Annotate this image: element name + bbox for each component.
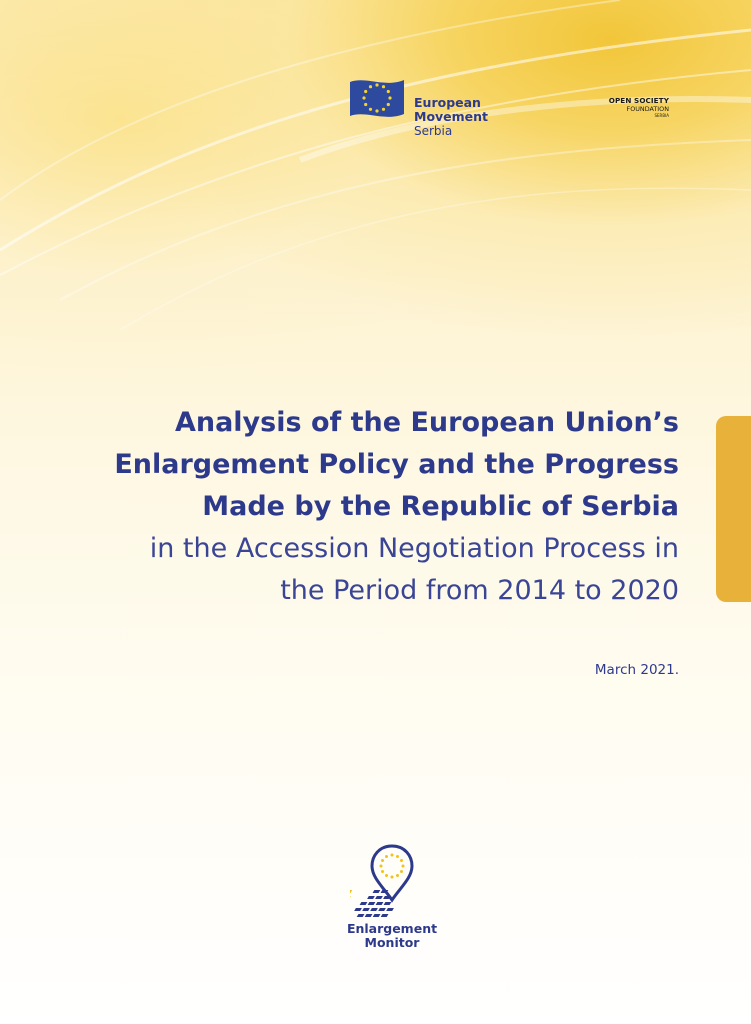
title-line-1: Analysis of the European Union’s	[174, 407, 679, 438]
side-accent-tab	[716, 416, 751, 602]
enlargement-monitor-logo	[330, 842, 454, 962]
decorative-swoosh	[0, 0, 751, 330]
logo-line-serbia: Serbia	[414, 124, 453, 138]
subtitle-line-1: in the Accession Negotiation Process in	[149, 533, 679, 564]
osf-line-open-society: OPEN SOCIETY	[608, 96, 669, 105]
document-title-block	[99, 402, 679, 612]
osf-line-foundation: FOUNDATION	[626, 105, 669, 113]
osf-line-serbia: SERBIA	[654, 113, 669, 118]
title-line-2: Enlargement Policy and the Progress	[114, 449, 679, 480]
map-pin-icon	[350, 842, 434, 926]
em-line-enlargement: Enlargement	[346, 921, 438, 936]
publication-date: March 2021.	[594, 662, 679, 678]
eu-flag-icon	[348, 76, 406, 120]
open-society-foundation-logo	[599, 96, 669, 119]
european-movement-wordmark	[414, 96, 488, 138]
em-line-monitor: Monitor	[364, 935, 420, 950]
title-line-3: Made by the Republic of Serbia	[202, 491, 679, 522]
european-movement-serbia-logo	[348, 76, 508, 142]
logo-line-movement: Movement	[414, 109, 489, 124]
subtitle-line-2: the Period from 2014 to 2020	[280, 575, 679, 606]
logo-line-european: European	[414, 95, 481, 110]
enlargement-monitor-wordmark	[330, 922, 454, 950]
